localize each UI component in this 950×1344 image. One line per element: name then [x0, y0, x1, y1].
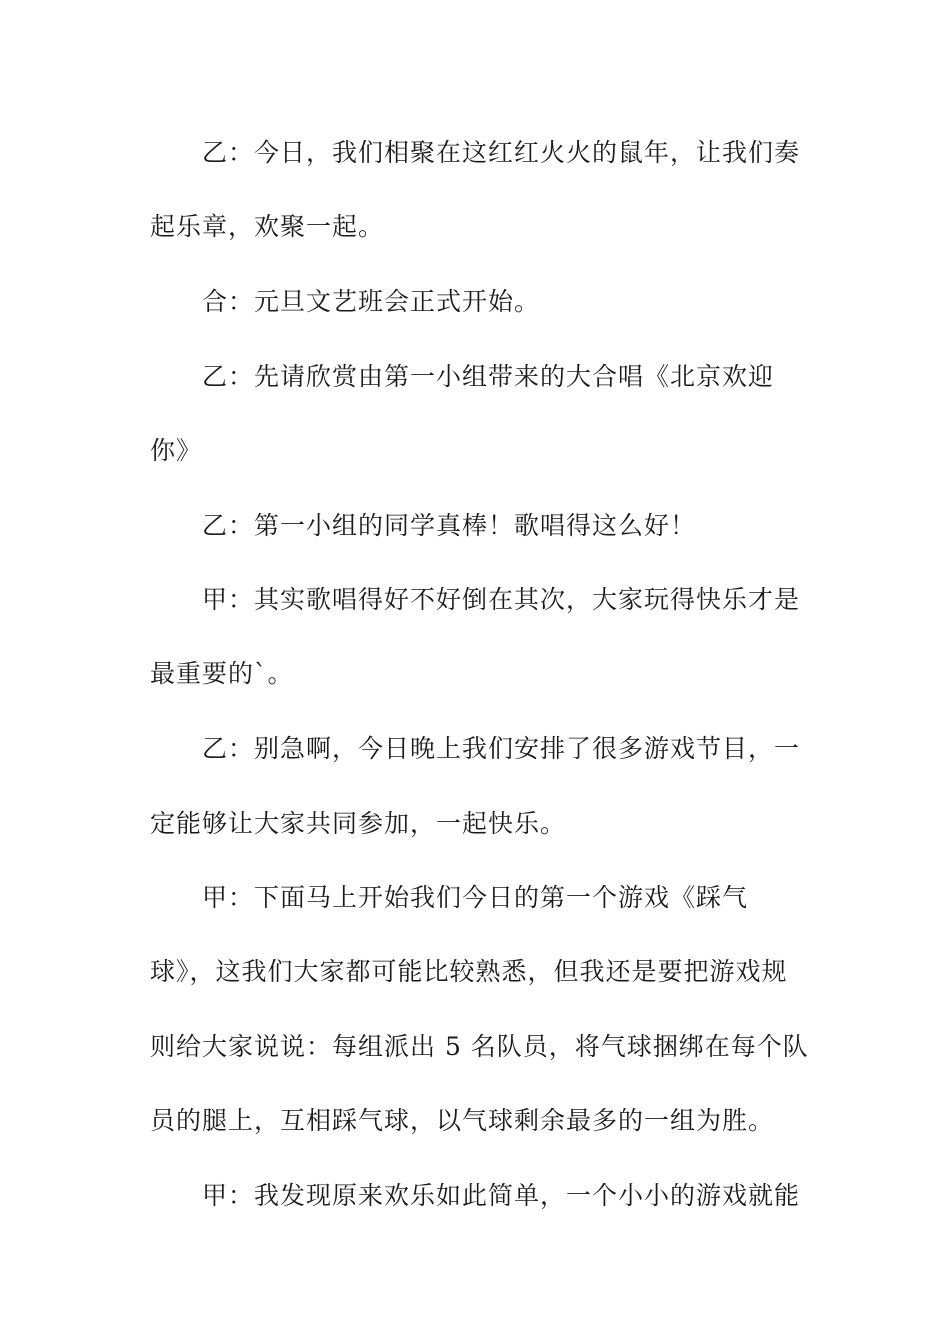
paragraph-line: 起乐章，欢聚一起。	[150, 212, 385, 241]
paragraph-line: 则给大家说说：每组派出 5 名队员，将气球捆绑在每个队	[150, 1032, 809, 1061]
paragraph-line: 员的腿上，互相踩气球，以气球剩余最多的一组为胜。	[150, 1106, 775, 1135]
paragraph-line: 球》，这我们大家都可能比较熟悉，但我还是要把游戏规	[150, 957, 788, 986]
paragraph-line: 乙：别急啊，今日晚上我们安排了很多游戏节目，一	[202, 734, 801, 763]
paragraph-line: 乙：今日，我们相聚在这红红火火的鼠年，让我们奏	[202, 138, 801, 167]
paragraph-line: 甲：下面马上开始我们今日的第一个游戏《踩气	[202, 883, 749, 912]
paragraph-line: 你》	[150, 436, 203, 465]
paragraph-line: 合：元旦文艺班会正式开始。	[202, 287, 541, 316]
paragraph-line: 乙：第一小组的同学真棒！歌唱得这么好！	[202, 511, 697, 540]
paragraph-line: 最重要的`。	[150, 659, 294, 688]
paragraph-line: 甲：其实歌唱得好不好倒在其次，大家玩得快乐才是	[202, 585, 801, 614]
paragraph-line: 定能够让大家共同参加，一起快乐。	[150, 809, 567, 838]
paragraph-line: 甲：我发现原来欢乐如此简单，一个小小的游戏就能	[202, 1181, 801, 1210]
paragraph-line: 乙：先请欣赏由第一小组带来的大合唱《北京欢迎	[202, 362, 775, 391]
